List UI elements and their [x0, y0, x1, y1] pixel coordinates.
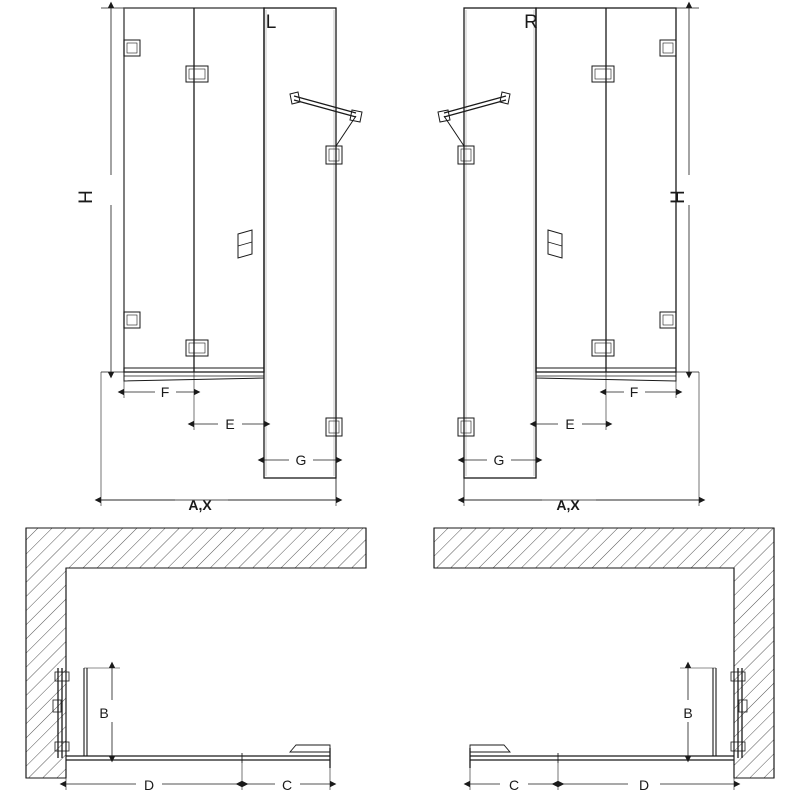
label-dim-c-left: C [281, 777, 293, 793]
label-panel-e-right: E [565, 416, 575, 432]
label-height-left: H [76, 190, 97, 204]
label-panel-g-left: G [295, 452, 307, 468]
label-depth-right: B [683, 705, 693, 721]
label-variant-right: R [524, 12, 538, 33]
label-dim-c-right: C [508, 777, 520, 793]
label-height-right: H [668, 190, 689, 204]
label-dim-d-left: D [143, 777, 155, 793]
label-depth-left: B [99, 705, 109, 721]
plan-right-view [434, 528, 774, 790]
label-panel-e-left: E [225, 416, 235, 432]
label-width-left: A,X [188, 497, 212, 513]
label-panel-f-left: F [160, 384, 170, 400]
label-variant-left: L [265, 12, 277, 33]
plan-left-view [26, 528, 366, 790]
label-dim-d-right: D [638, 777, 650, 793]
label-panel-g-right: G [493, 452, 505, 468]
label-panel-f-right: F [629, 384, 639, 400]
label-width-right: A,X [556, 497, 580, 513]
